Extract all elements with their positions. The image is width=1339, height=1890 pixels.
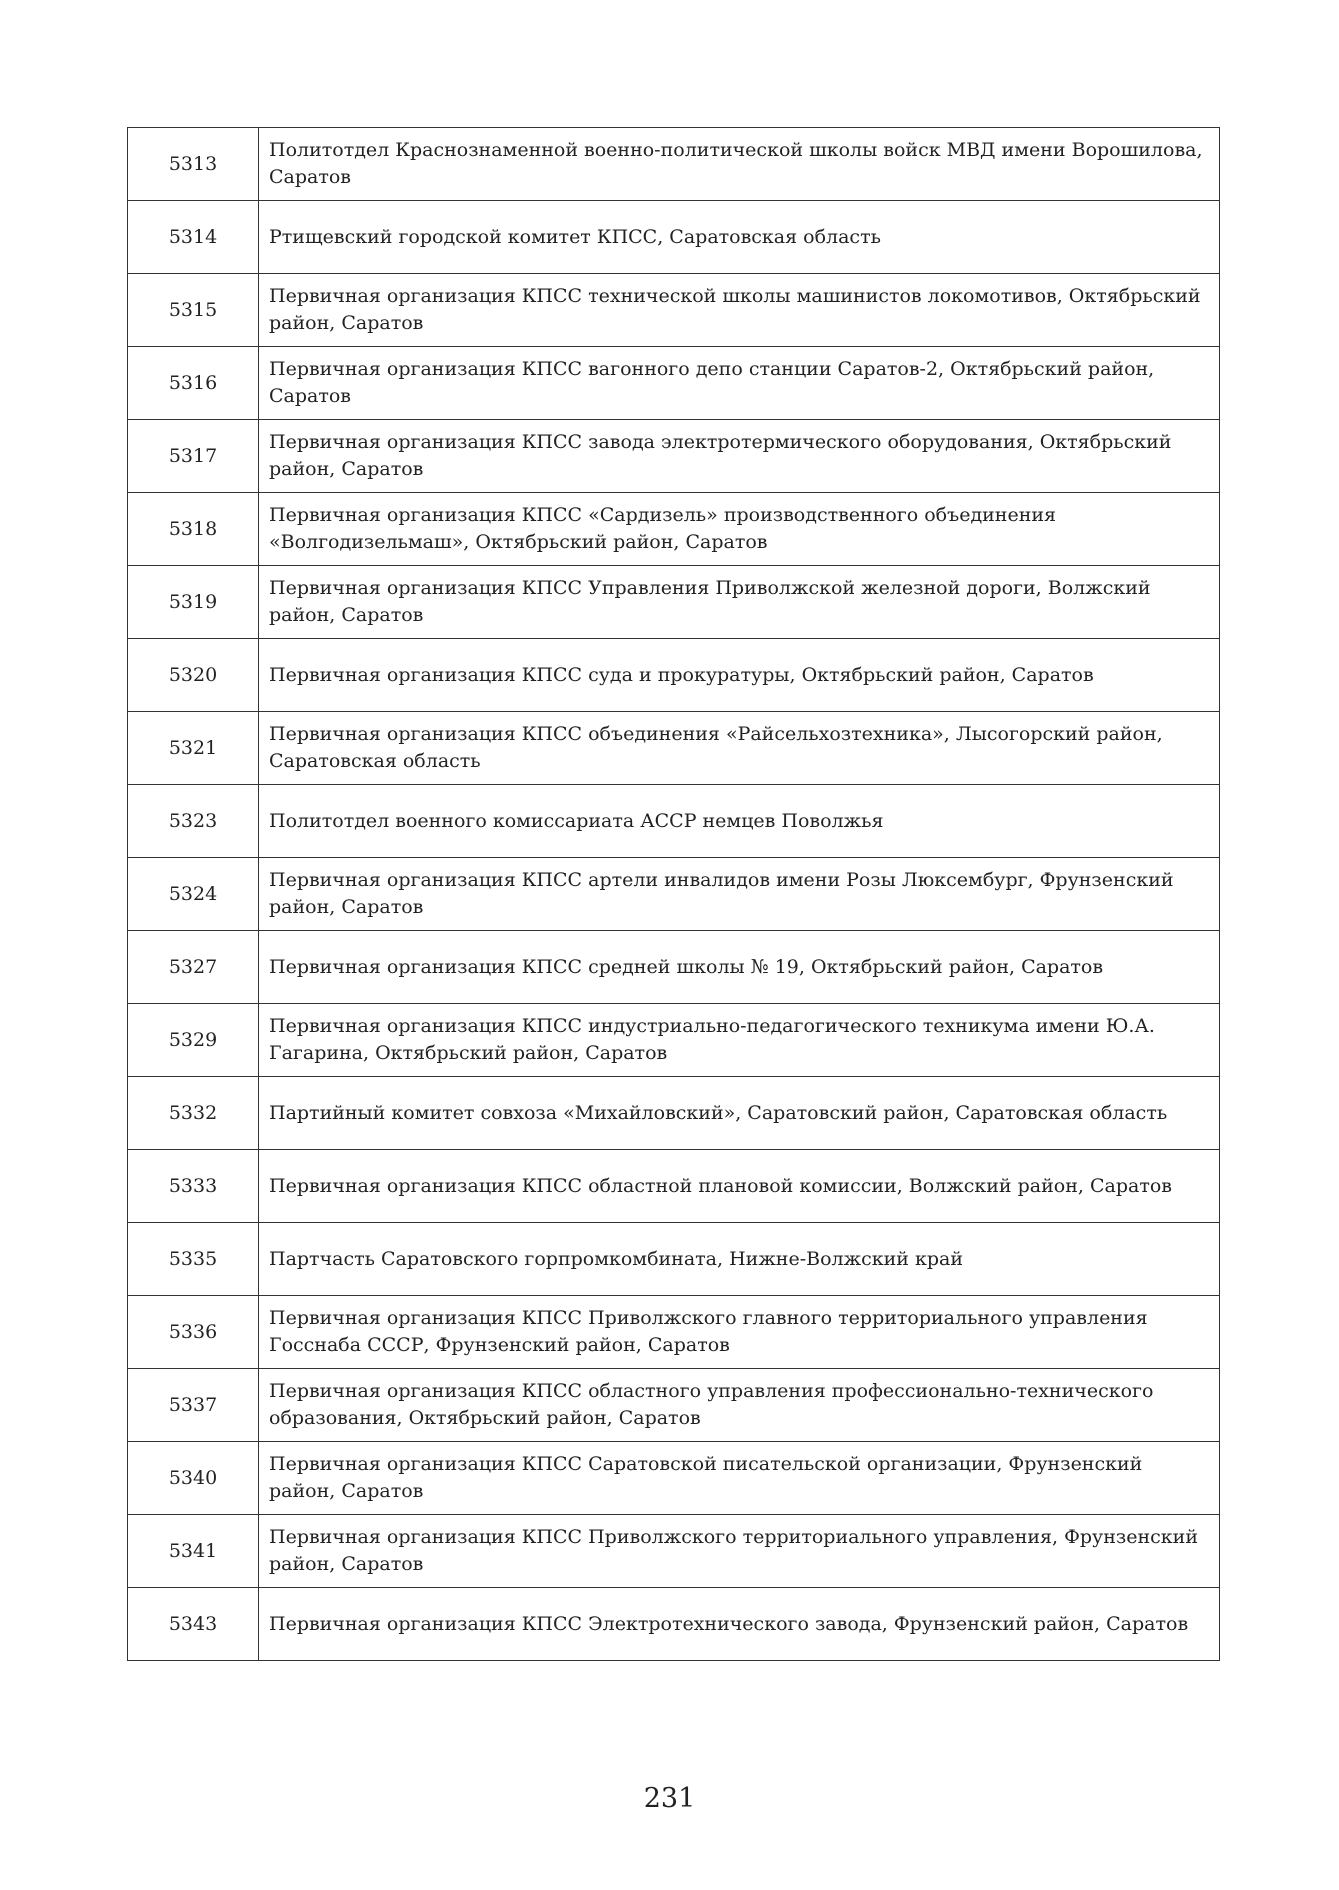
organization-name: Первичная организация КПСС завода электротермического оборудования, Октябрьский район, Саратов <box>259 420 1220 493</box>
table-row <box>128 1369 1220 1442</box>
fund-number: 5337 <box>128 1369 259 1442</box>
organization-name: Первичная организация КПСС средней школы № 19, Октябрьский район, Саратов <box>259 931 1220 1004</box>
table-row <box>128 1223 1220 1296</box>
fund-number: 5319 <box>128 566 259 639</box>
organization-name: Ртищевский городской комитет КПСС, Саратовская область <box>259 201 1220 274</box>
fund-number: 5327 <box>128 931 259 1004</box>
table-row <box>128 274 1220 347</box>
organization-name: Первичная организация КПСС технической школы машинистов локомотивов, Октябрьский район, Саратов <box>259 274 1220 347</box>
organization-name: Первичная организация КПСС «Сардизель» производственного объединения «Волгодизельмаш», Октябрьский район, Саратов <box>259 493 1220 566</box>
fund-number: 5333 <box>128 1150 259 1223</box>
organization-name: Первичная организация КПСС областной плановой комиссии, Волжский район, Саратов <box>259 1150 1220 1223</box>
table-row <box>128 1077 1220 1150</box>
table-row <box>128 493 1220 566</box>
fund-number: 5329 <box>128 1004 259 1077</box>
table-row <box>128 1442 1220 1515</box>
fund-number: 5317 <box>128 420 259 493</box>
page-number: 231 <box>643 1783 696 1814</box>
fund-number: 5340 <box>128 1442 259 1515</box>
fund-number: 5313 <box>128 128 259 201</box>
organization-name: Первичная организация КПСС суда и прокуратуры, Октябрьский район, Саратов <box>259 639 1220 712</box>
organization-name: Партийный комитет совхоза «Михайловский», Саратовский район, Саратовская область <box>259 1077 1220 1150</box>
table-row <box>128 1296 1220 1369</box>
registry-table-body <box>128 128 1220 1661</box>
organization-name: Политотдел военного комиссариата АССР немцев Поволжья <box>259 785 1220 858</box>
organization-name: Политотдел Краснознаменной военно-политической школы войск МВД имени Ворошилова, Саратов <box>259 128 1220 201</box>
table-row <box>128 858 1220 931</box>
fund-number: 5343 <box>128 1588 259 1661</box>
table-row <box>128 712 1220 785</box>
fund-number: 5321 <box>128 712 259 785</box>
table-row <box>128 931 1220 1004</box>
fund-number: 5332 <box>128 1077 259 1150</box>
organization-name: Первичная организация КПСС артели инвалидов имени Розы Люксембург, Фрунзенский район, Саратов <box>259 858 1220 931</box>
fund-number: 5318 <box>128 493 259 566</box>
organization-name: Первичная организация КПСС Управления Приволжской железной дороги, Волжский район, Саратов <box>259 566 1220 639</box>
organization-name: Первичная организация КПСС индустриально-педагогического техникума имени Ю.А. Гагарина, Октябрьский район, Саратов <box>259 1004 1220 1077</box>
fund-number: 5324 <box>128 858 259 931</box>
fund-number: 5335 <box>128 1223 259 1296</box>
organization-name: Первичная организация КПСС вагонного депо станции Саратов-2, Октябрьский район, Саратов <box>259 347 1220 420</box>
table-row <box>128 1004 1220 1077</box>
table-row <box>128 639 1220 712</box>
table-row <box>128 1150 1220 1223</box>
fund-number: 5323 <box>128 785 259 858</box>
fund-number: 5341 <box>128 1515 259 1588</box>
table-row <box>128 1515 1220 1588</box>
organization-name: Первичная организация КПСС областного управления профессионально-технического образования, Октябрьский район, Саратов <box>259 1369 1220 1442</box>
organization-name: Первичная организация КПСС объединения «Райсельхозтехника», Лысогорский район, Саратовская область <box>259 712 1220 785</box>
table-row <box>128 128 1220 201</box>
fund-number: 5315 <box>128 274 259 347</box>
table-row <box>128 1588 1220 1661</box>
table-row <box>128 785 1220 858</box>
organization-name: Первичная организация КПСС Приволжского главного территориального управления Госснаба СССР, Фрунзенский район, Саратов <box>259 1296 1220 1369</box>
fund-number: 5336 <box>128 1296 259 1369</box>
organization-name: Первичная организация КПСС Саратовской писательской организации, Фрунзенский район, Саратов <box>259 1442 1220 1515</box>
organization-name: Первичная организация КПСС Электротехнического завода, Фрунзенский район, Саратов <box>259 1588 1220 1661</box>
fund-number: 5316 <box>128 347 259 420</box>
organization-name: Партчасть Саратовского горпромкомбината, Нижне-Волжский край <box>259 1223 1220 1296</box>
table-row <box>128 201 1220 274</box>
table-row <box>128 420 1220 493</box>
fund-registry-table <box>127 127 1220 1661</box>
fund-number: 5320 <box>128 639 259 712</box>
table-row <box>128 347 1220 420</box>
organization-name: Первичная организация КПСС Приволжского территориального управления, Фрунзенский район, Саратов <box>259 1515 1220 1588</box>
table-row <box>128 566 1220 639</box>
fund-number: 5314 <box>128 201 259 274</box>
